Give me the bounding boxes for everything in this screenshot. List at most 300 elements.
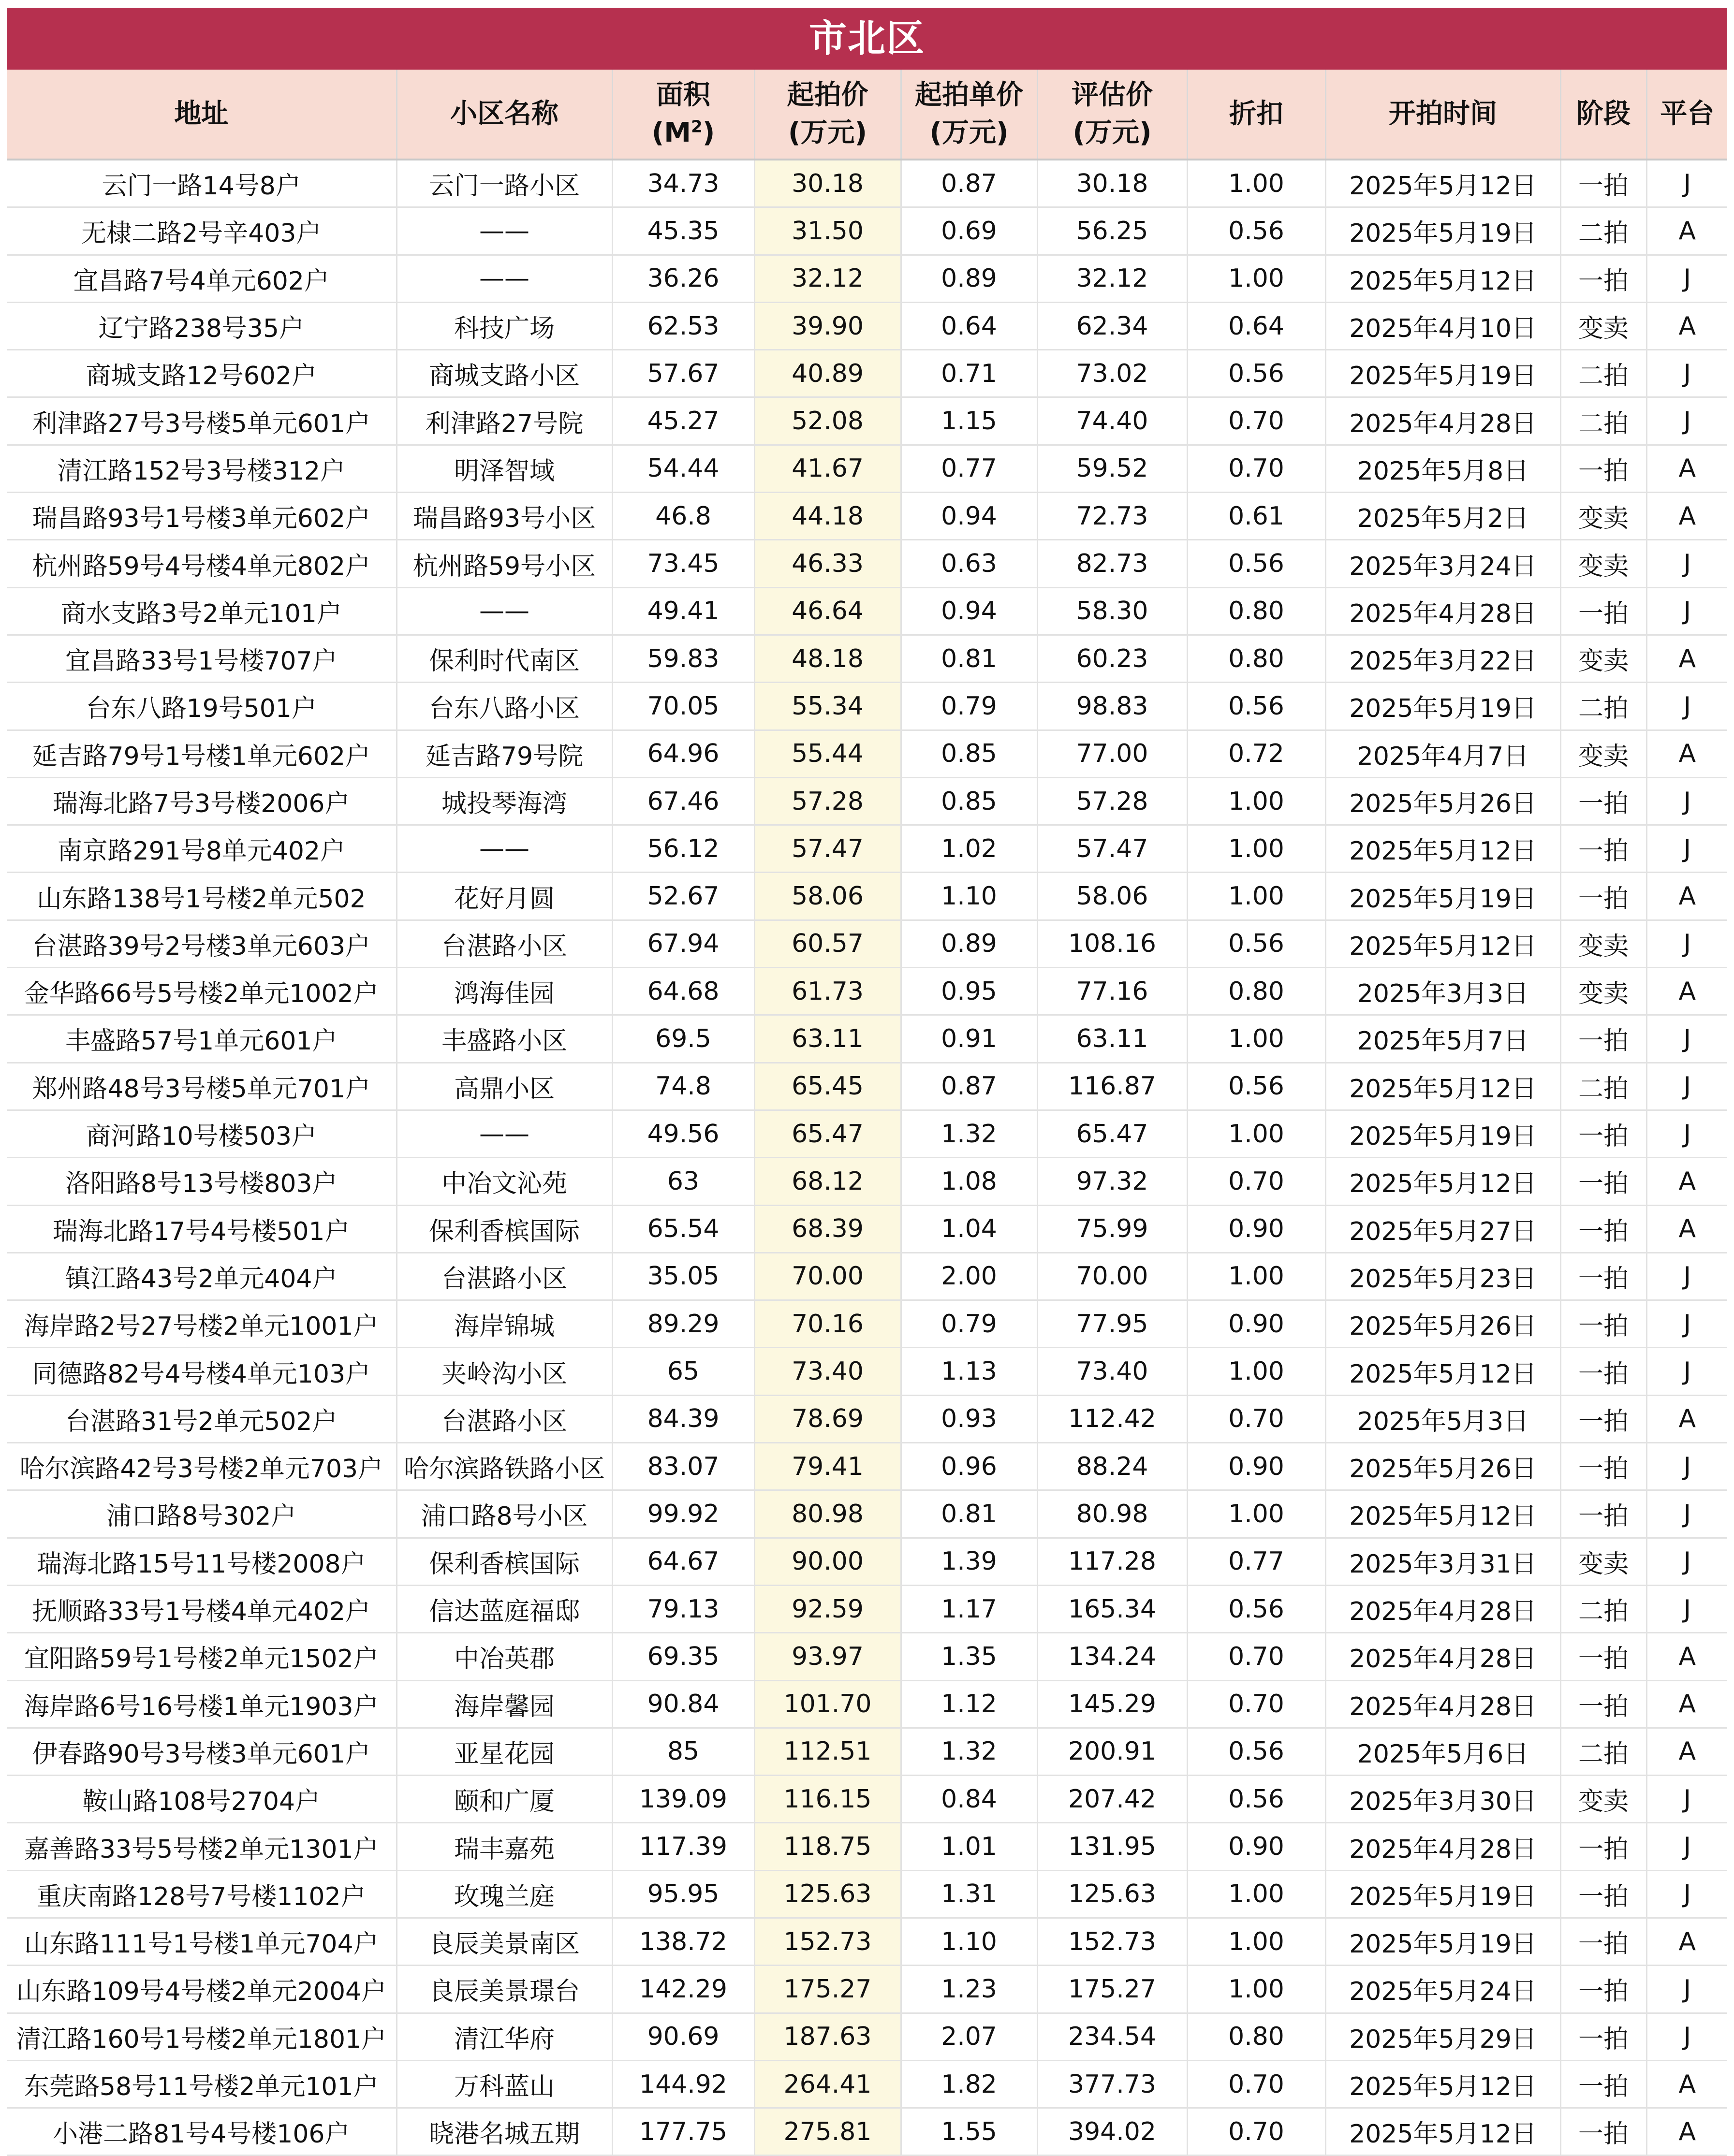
- cell-discount: 1.00: [1187, 1918, 1325, 1965]
- cell-auction-time: 2025年3月31日: [1325, 1538, 1560, 1585]
- cell-appraisal: 65.47: [1037, 1110, 1187, 1157]
- cell-address: 台湛路39号2号楼3单元603户: [7, 920, 397, 967]
- cell-appraisal: 82.73: [1037, 540, 1187, 587]
- cell-unit-price: 1.12: [901, 1680, 1037, 1728]
- cell-auction-time: 2025年5月19日: [1325, 1870, 1560, 1918]
- cell-discount: 0.72: [1187, 730, 1325, 777]
- cell-discount: 0.80: [1187, 587, 1325, 635]
- cell-community: 台湛路小区: [397, 1395, 612, 1442]
- cell-unit-price: 1.10: [901, 873, 1037, 920]
- cell-start-price: 187.63: [754, 2013, 901, 2060]
- cell-stage: 二拍: [1560, 350, 1646, 397]
- cell-appraisal: 58.30: [1037, 587, 1187, 635]
- cell-auction-time: 2025年5月12日: [1325, 1063, 1560, 1110]
- table-row: [7, 1728, 1727, 1775]
- cell-start-price: 39.90: [754, 302, 901, 350]
- cell-stage: 变卖: [1560, 540, 1646, 587]
- cell-start-price: 152.73: [754, 1918, 901, 1965]
- cell-community: 中冶英郡: [397, 1633, 612, 1680]
- cell-auction-time: 2025年4月28日: [1325, 1585, 1560, 1632]
- cell-discount: 0.70: [1187, 1680, 1325, 1728]
- cell-discount: 1.00: [1187, 777, 1325, 825]
- cell-community: 万科蓝山: [397, 2060, 612, 2108]
- cell-area: 56.12: [612, 825, 754, 873]
- table-row: [7, 1633, 1727, 1680]
- table-row: [7, 1538, 1727, 1585]
- cell-appraisal: 125.63: [1037, 1870, 1187, 1918]
- cell-start-price: 32.12: [754, 255, 901, 302]
- cell-area: 117.39: [612, 1823, 754, 1870]
- table-row: [7, 207, 1727, 255]
- cell-address: 海岸路2号27号楼2单元1001户: [7, 1300, 397, 1348]
- cell-unit-price: 2.00: [901, 1253, 1037, 1300]
- table-row: [7, 255, 1727, 302]
- cell-stage: 变卖: [1560, 968, 1646, 1015]
- cell-address: 抚顺路33号1号楼4单元402户: [7, 1585, 397, 1632]
- cell-auction-time: 2025年4月28日: [1325, 1680, 1560, 1728]
- cell-area: 57.67: [612, 350, 754, 397]
- cell-platform: A: [1646, 730, 1727, 777]
- cell-start-price: 90.00: [754, 1538, 901, 1585]
- cell-discount: 0.56: [1187, 1063, 1325, 1110]
- cell-start-price: 31.50: [754, 207, 901, 255]
- cell-community: 夹岭沟小区: [397, 1348, 612, 1395]
- cell-area: 65: [612, 1348, 754, 1395]
- cell-start-price: 79.41: [754, 1443, 901, 1490]
- cell-platform: J: [1646, 587, 1727, 635]
- cell-area: 90.84: [612, 1680, 754, 1728]
- cell-auction-time: 2025年5月8日: [1325, 445, 1560, 492]
- cell-unit-price: 1.39: [901, 1538, 1037, 1585]
- cell-stage: 变卖: [1560, 920, 1646, 967]
- table-row: [7, 1490, 1727, 1538]
- cell-discount: 0.56: [1187, 1776, 1325, 1823]
- cell-discount: 1.00: [1187, 1015, 1325, 1063]
- table-row: [7, 1395, 1727, 1442]
- cell-community: 杭州路59号小区: [397, 540, 612, 587]
- cell-discount: 0.90: [1187, 1205, 1325, 1253]
- cell-auction-time: 2025年4月28日: [1325, 587, 1560, 635]
- cell-community: 瑞昌路93号小区: [397, 493, 612, 540]
- cell-unit-price: 0.81: [901, 1490, 1037, 1538]
- cell-address: 无棣二路2号辛403户: [7, 207, 397, 255]
- cell-unit-price: 1.13: [901, 1348, 1037, 1395]
- cell-address: 利津路27号3号楼5单元601户: [7, 397, 397, 445]
- cell-appraisal: 57.28: [1037, 777, 1187, 825]
- cell-discount: 1.00: [1187, 1253, 1325, 1300]
- cell-community: ——: [397, 587, 612, 635]
- cell-appraisal: 32.12: [1037, 255, 1187, 302]
- cell-community: 鸿海佳园: [397, 968, 612, 1015]
- cell-address: 金华路66号5号楼2单元1002户: [7, 968, 397, 1015]
- cell-auction-time: 2025年3月30日: [1325, 1776, 1560, 1823]
- cell-start-price: 61.73: [754, 968, 901, 1015]
- cell-auction-time: 2025年5月24日: [1325, 1966, 1560, 2013]
- cell-stage: 一拍: [1560, 1348, 1646, 1395]
- cell-community: 良辰美景南区: [397, 1918, 612, 1965]
- cell-platform: J: [1646, 825, 1727, 873]
- cell-community: 保利香槟国际: [397, 1538, 612, 1585]
- cell-address: 延吉路79号1号楼1单元602户: [7, 730, 397, 777]
- table-row: [7, 777, 1727, 825]
- district-title: 市北区: [7, 8, 1727, 70]
- header-appraisal: 评估价 (万元): [1037, 70, 1187, 160]
- cell-unit-price: 0.96: [901, 1443, 1037, 1490]
- cell-discount: 0.80: [1187, 635, 1325, 682]
- cell-platform: J: [1646, 1300, 1727, 1348]
- cell-community: 中冶文沁苑: [397, 1158, 612, 1205]
- cell-auction-time: 2025年3月24日: [1325, 540, 1560, 587]
- cell-discount: 0.56: [1187, 920, 1325, 967]
- cell-community: 利津路27号院: [397, 397, 612, 445]
- cell-appraisal: 58.06: [1037, 873, 1187, 920]
- cell-community: 良辰美景璟台: [397, 1966, 612, 2013]
- table-row: [7, 920, 1727, 967]
- cell-auction-time: 2025年4月28日: [1325, 1823, 1560, 1870]
- cell-appraisal: 73.02: [1037, 350, 1187, 397]
- cell-stage: 二拍: [1560, 1063, 1646, 1110]
- cell-community: 明泽智域: [397, 445, 612, 492]
- cell-appraisal: 77.00: [1037, 730, 1187, 777]
- cell-unit-price: 0.93: [901, 1395, 1037, 1442]
- cell-discount: 0.90: [1187, 1300, 1325, 1348]
- table-row: [7, 540, 1727, 587]
- cell-appraisal: 72.73: [1037, 493, 1187, 540]
- cell-appraisal: 74.40: [1037, 397, 1187, 445]
- table-row: [7, 1918, 1727, 1965]
- cell-unit-price: 1.15: [901, 397, 1037, 445]
- table-row: [7, 968, 1727, 1015]
- table-row: [7, 350, 1727, 397]
- cell-platform: J: [1646, 920, 1727, 967]
- table-row: [7, 2060, 1727, 2108]
- cell-area: 83.07: [612, 1443, 754, 1490]
- auction-sheet: [7, 8, 1727, 2156]
- cell-unit-price: 0.84: [901, 1776, 1037, 1823]
- cell-area: 69.5: [612, 1015, 754, 1063]
- cell-address: 镇江路43号2单元404户: [7, 1253, 397, 1300]
- cell-stage: 变卖: [1560, 730, 1646, 777]
- cell-discount: 1.00: [1187, 825, 1325, 873]
- cell-unit-price: 0.94: [901, 587, 1037, 635]
- cell-start-price: 93.97: [754, 1633, 901, 1680]
- cell-address: 丰盛路57号1单元601户: [7, 1015, 397, 1063]
- table-row: [7, 302, 1727, 350]
- cell-start-price: 57.47: [754, 825, 901, 873]
- cell-community: 晓港名城五期: [397, 2108, 612, 2156]
- cell-area: 177.75: [612, 2108, 754, 2156]
- header-community: 小区名称: [397, 70, 612, 160]
- table-row: [7, 2108, 1727, 2156]
- cell-platform: A: [1646, 2108, 1727, 2156]
- cell-platform: J: [1646, 1490, 1727, 1538]
- cell-unit-price: 0.87: [901, 160, 1037, 207]
- cell-address: 清江路160号1号楼2单元1801户: [7, 2013, 397, 2060]
- cell-platform: J: [1646, 1015, 1727, 1063]
- cell-unit-price: 0.64: [901, 302, 1037, 350]
- cell-auction-time: 2025年5月6日: [1325, 1728, 1560, 1775]
- header-auction-time: 开拍时间: [1325, 70, 1560, 160]
- header-address: 地址: [7, 70, 397, 160]
- cell-community: 台东八路小区: [397, 683, 612, 730]
- table-row: [7, 1823, 1727, 1870]
- cell-community: 科技广场: [397, 302, 612, 350]
- cell-area: 64.96: [612, 730, 754, 777]
- cell-platform: J: [1646, 1538, 1727, 1585]
- cell-discount: 1.00: [1187, 1110, 1325, 1157]
- cell-community: 海岸锦城: [397, 1300, 612, 1348]
- cell-platform: J: [1646, 255, 1727, 302]
- cell-start-price: 92.59: [754, 1585, 901, 1632]
- cell-area: 99.92: [612, 1490, 754, 1538]
- cell-platform: A: [1646, 1395, 1727, 1442]
- cell-discount: 1.00: [1187, 1348, 1325, 1395]
- cell-stage: 二拍: [1560, 397, 1646, 445]
- cell-address: 辽宁路238号35户: [7, 302, 397, 350]
- cell-address: 台湛路31号2单元502户: [7, 1395, 397, 1442]
- cell-address: 杭州路59号4号楼4单元802户: [7, 540, 397, 587]
- cell-area: 79.13: [612, 1585, 754, 1632]
- cell-appraisal: 165.34: [1037, 1585, 1187, 1632]
- cell-appraisal: 145.29: [1037, 1680, 1187, 1728]
- cell-area: 67.46: [612, 777, 754, 825]
- cell-area: 65.54: [612, 1205, 754, 1253]
- cell-address: 宜昌路7号4单元602户: [7, 255, 397, 302]
- cell-unit-price: 0.69: [901, 207, 1037, 255]
- cell-appraisal: 73.40: [1037, 1348, 1187, 1395]
- cell-start-price: 65.47: [754, 1110, 901, 1157]
- cell-start-price: 52.08: [754, 397, 901, 445]
- cell-auction-time: 2025年5月26日: [1325, 777, 1560, 825]
- cell-unit-price: 0.94: [901, 493, 1037, 540]
- cell-area: 74.8: [612, 1063, 754, 1110]
- cell-stage: 一拍: [1560, 825, 1646, 873]
- cell-discount: 0.56: [1187, 1585, 1325, 1632]
- cell-unit-price: 0.95: [901, 968, 1037, 1015]
- cell-area: 90.69: [612, 2013, 754, 2060]
- cell-stage: 一拍: [1560, 1680, 1646, 1728]
- cell-appraisal: 77.16: [1037, 968, 1187, 1015]
- cell-discount: 1.00: [1187, 255, 1325, 302]
- cell-community: 海岸馨园: [397, 1680, 612, 1728]
- cell-auction-time: 2025年4月7日: [1325, 730, 1560, 777]
- cell-stage: 一拍: [1560, 587, 1646, 635]
- cell-community: 云门一路小区: [397, 160, 612, 207]
- cell-discount: 0.56: [1187, 1728, 1325, 1775]
- header-area: 面积 $(M^2)$: [612, 70, 754, 160]
- header-unit-price: 起拍单价 (万元): [901, 70, 1037, 160]
- cell-start-price: 264.41: [754, 2060, 901, 2108]
- cell-start-price: 118.75: [754, 1823, 901, 1870]
- cell-discount: 0.80: [1187, 968, 1325, 1015]
- cell-auction-time: 2025年5月12日: [1325, 920, 1560, 967]
- cell-platform: A: [1646, 493, 1727, 540]
- table-row: [7, 1870, 1727, 1918]
- cell-community: ——: [397, 825, 612, 873]
- table-row: [7, 825, 1727, 873]
- cell-platform: A: [1646, 873, 1727, 920]
- cell-discount: 0.61: [1187, 493, 1325, 540]
- cell-community: 信达蓝庭福邸: [397, 1585, 612, 1632]
- table-row: [7, 1063, 1727, 1110]
- cell-area: 139.09: [612, 1776, 754, 1823]
- cell-unit-price: 1.31: [901, 1870, 1037, 1918]
- cell-discount: 0.70: [1187, 397, 1325, 445]
- cell-platform: J: [1646, 1063, 1727, 1110]
- cell-area: 144.92: [612, 2060, 754, 2108]
- cell-appraisal: 97.32: [1037, 1158, 1187, 1205]
- cell-area: 35.05: [612, 1253, 754, 1300]
- cell-unit-price: 0.81: [901, 635, 1037, 682]
- cell-auction-time: 2025年5月19日: [1325, 207, 1560, 255]
- table-row: [7, 445, 1727, 492]
- cell-auction-time: 2025年5月26日: [1325, 1300, 1560, 1348]
- cell-discount: 1.00: [1187, 160, 1325, 207]
- cell-address: 洛阳路8号13号楼803户: [7, 1158, 397, 1205]
- cell-community: ——: [397, 255, 612, 302]
- cell-community: 延吉路79号院: [397, 730, 612, 777]
- cell-discount: 1.00: [1187, 873, 1325, 920]
- cell-stage: 一拍: [1560, 1490, 1646, 1538]
- cell-stage: 二拍: [1560, 207, 1646, 255]
- cell-address: 商河路10号楼503户: [7, 1110, 397, 1157]
- cell-auction-time: 2025年5月3日: [1325, 1395, 1560, 1442]
- cell-community: 清江华府: [397, 2013, 612, 2060]
- cell-platform: J: [1646, 397, 1727, 445]
- cell-appraisal: 131.95: [1037, 1823, 1187, 1870]
- table-row: [7, 1966, 1727, 2013]
- cell-platform: A: [1646, 2060, 1727, 2108]
- cell-unit-price: 0.79: [901, 683, 1037, 730]
- cell-area: 142.29: [612, 1966, 754, 2013]
- cell-auction-time: 2025年5月12日: [1325, 255, 1560, 302]
- cell-appraisal: 60.23: [1037, 635, 1187, 682]
- cell-stage: 变卖: [1560, 302, 1646, 350]
- cell-unit-price: 1.08: [901, 1158, 1037, 1205]
- cell-community: 台湛路小区: [397, 1253, 612, 1300]
- cell-community: ——: [397, 207, 612, 255]
- table-row: [7, 1680, 1727, 1728]
- cell-auction-time: 2025年5月12日: [1325, 2108, 1560, 2156]
- cell-unit-price: 0.79: [901, 1300, 1037, 1348]
- cell-area: 46.8: [612, 493, 754, 540]
- cell-stage: 一拍: [1560, 1395, 1646, 1442]
- cell-unit-price: 0.91: [901, 1015, 1037, 1063]
- cell-stage: 一拍: [1560, 873, 1646, 920]
- table-row: [7, 587, 1727, 635]
- cell-stage: 一拍: [1560, 777, 1646, 825]
- cell-start-price: 40.89: [754, 350, 901, 397]
- cell-platform: A: [1646, 968, 1727, 1015]
- cell-auction-time: 2025年5月19日: [1325, 683, 1560, 730]
- table-row: [7, 730, 1727, 777]
- cell-discount: 0.56: [1187, 207, 1325, 255]
- table-row: [7, 493, 1727, 540]
- cell-address: 重庆南路128号7号楼1102户: [7, 1870, 397, 1918]
- table-row: [7, 1585, 1727, 1632]
- cell-auction-time: 2025年5月26日: [1325, 1443, 1560, 1490]
- cell-address: 鞍山路108号2704户: [7, 1776, 397, 1823]
- table-row: [7, 1205, 1727, 1253]
- cell-stage: 一拍: [1560, 2013, 1646, 2060]
- cell-start-price: 275.81: [754, 2108, 901, 2156]
- cell-community: 亚星花园: [397, 1728, 612, 1775]
- cell-discount: 1.00: [1187, 1490, 1325, 1538]
- table-row: [7, 873, 1727, 920]
- cell-discount: 0.90: [1187, 1823, 1325, 1870]
- cell-platform: A: [1646, 1205, 1727, 1253]
- cell-appraisal: 377.73: [1037, 2060, 1187, 2108]
- cell-platform: A: [1646, 1158, 1727, 1205]
- table-row: [7, 683, 1727, 730]
- cell-auction-time: 2025年5月19日: [1325, 350, 1560, 397]
- cell-area: 49.56: [612, 1110, 754, 1157]
- cell-stage: 一拍: [1560, 1870, 1646, 1918]
- cell-platform: A: [1646, 1680, 1727, 1728]
- cell-unit-price: 1.23: [901, 1966, 1037, 2013]
- cell-unit-price: 1.01: [901, 1823, 1037, 1870]
- cell-auction-time: 2025年5月29日: [1325, 2013, 1560, 2060]
- cell-address: 南京路291号8单元402户: [7, 825, 397, 873]
- cell-start-price: 70.16: [754, 1300, 901, 1348]
- cell-auction-time: 2025年3月22日: [1325, 635, 1560, 682]
- cell-unit-price: 1.32: [901, 1110, 1037, 1157]
- cell-address: 瑞海北路17号4号楼501户: [7, 1205, 397, 1253]
- cell-stage: 变卖: [1560, 493, 1646, 540]
- cell-start-price: 30.18: [754, 160, 901, 207]
- table-row: [7, 1253, 1727, 1300]
- cell-auction-time: 2025年5月19日: [1325, 1918, 1560, 1965]
- cell-auction-time: 2025年5月12日: [1325, 1158, 1560, 1205]
- cell-stage: 变卖: [1560, 1776, 1646, 1823]
- cell-address: 郑州路48号3号楼5单元701户: [7, 1063, 397, 1110]
- cell-stage: 一拍: [1560, 1300, 1646, 1348]
- cell-stage: 二拍: [1560, 1585, 1646, 1632]
- cell-area: 73.45: [612, 540, 754, 587]
- table-row: [7, 1300, 1727, 1348]
- cell-community: 玫瑰兰庭: [397, 1870, 612, 1918]
- cell-unit-price: 0.77: [901, 445, 1037, 492]
- cell-stage: 一拍: [1560, 160, 1646, 207]
- cell-stage: 一拍: [1560, 2108, 1646, 2156]
- cell-appraisal: 56.25: [1037, 207, 1187, 255]
- cell-auction-time: 2025年5月2日: [1325, 493, 1560, 540]
- cell-platform: A: [1646, 635, 1727, 682]
- cell-start-price: 63.11: [754, 1015, 901, 1063]
- cell-address: 山东路138号1号楼2单元502: [7, 873, 397, 920]
- cell-appraisal: 70.00: [1037, 1253, 1187, 1300]
- cell-stage: 一拍: [1560, 1823, 1646, 1870]
- cell-platform: A: [1646, 207, 1727, 255]
- cell-appraisal: 57.47: [1037, 825, 1187, 873]
- cell-unit-price: 0.89: [901, 920, 1037, 967]
- cell-unit-price: 0.63: [901, 540, 1037, 587]
- cell-stage: 一拍: [1560, 1918, 1646, 1965]
- cell-community: 浦口路8号小区: [397, 1490, 612, 1538]
- cell-address: 宜昌路33号1号楼707户: [7, 635, 397, 682]
- cell-platform: J: [1646, 1253, 1727, 1300]
- cell-auction-time: 2025年5月12日: [1325, 160, 1560, 207]
- cell-area: 70.05: [612, 683, 754, 730]
- cell-area: 62.53: [612, 302, 754, 350]
- cell-discount: 0.70: [1187, 2108, 1325, 2156]
- cell-area: 64.68: [612, 968, 754, 1015]
- cell-area: 45.27: [612, 397, 754, 445]
- cell-area: 64.67: [612, 1538, 754, 1585]
- cell-area: 49.41: [612, 587, 754, 635]
- cell-platform: J: [1646, 1870, 1727, 1918]
- cell-community: ——: [397, 1110, 612, 1157]
